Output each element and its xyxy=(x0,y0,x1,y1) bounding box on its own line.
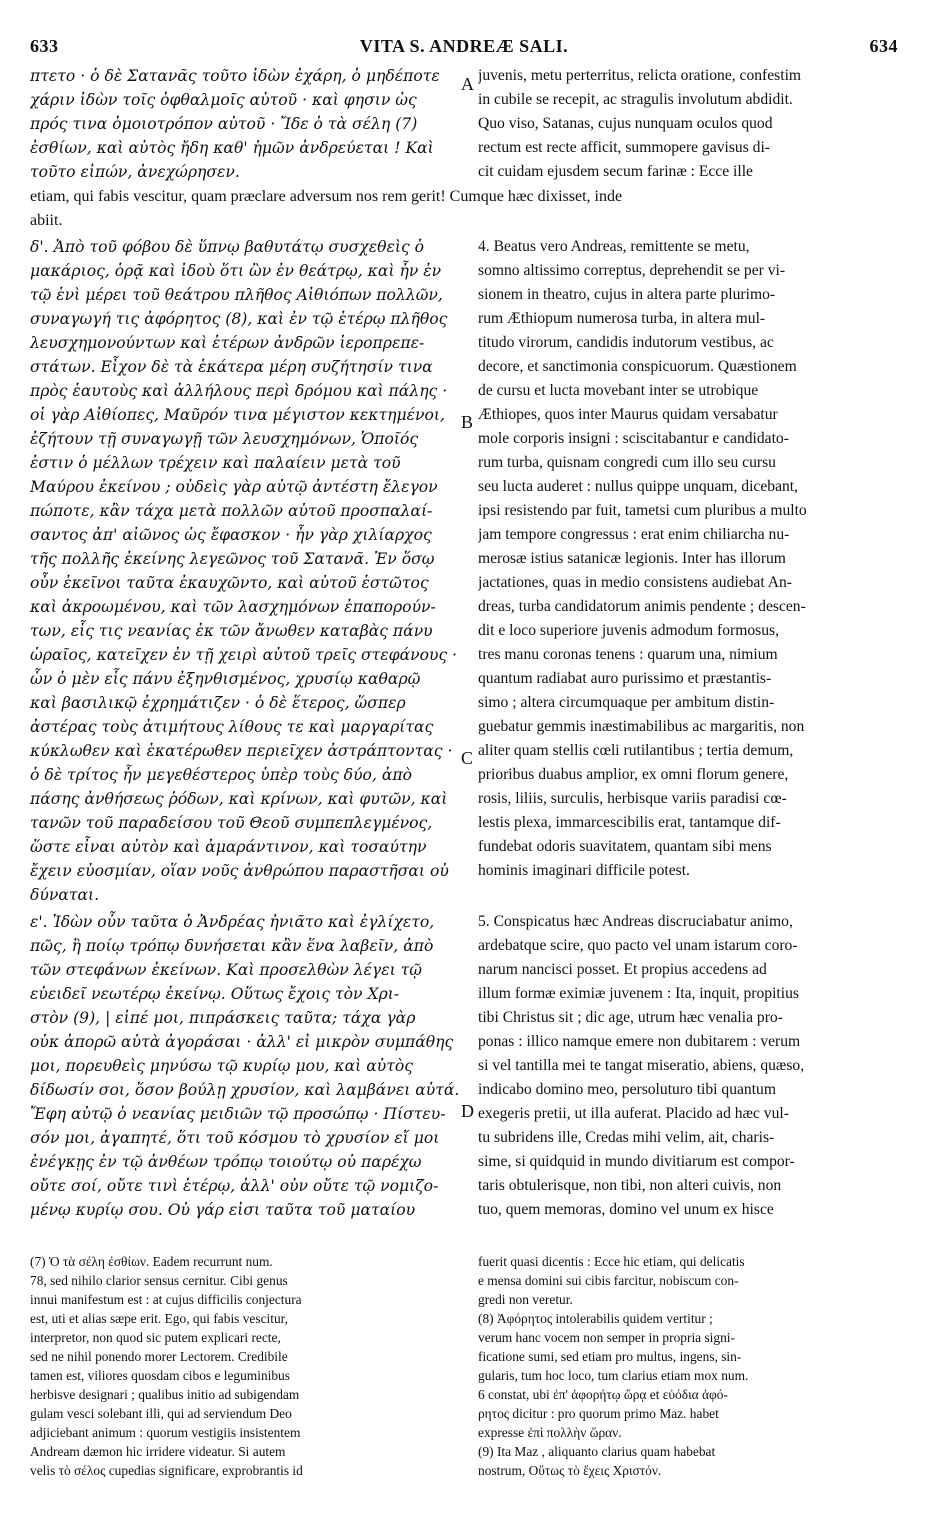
margin-marker-d: D xyxy=(461,1101,474,1121)
text-line: tu subridens ille, Credas mihi velim, ait, charis- xyxy=(478,1129,775,1146)
text-line: δύναται. xyxy=(30,886,100,904)
footnote-line: adjiciebant animum : quorum vestigiis insistentem xyxy=(30,1425,301,1440)
margin-marker-c: C xyxy=(461,748,474,768)
text-line: οὖν ἐκεῖνοι ταῦτα ἐκαυχῶντο, καὶ αὐτοῦ ἑστῶτος xyxy=(30,574,429,592)
text-line: οὔτε σοί, οὔτε τινὶ ἑτέρῳ, ἀλλ' οὐν οὔτε τῷ νομιζο- xyxy=(30,1177,439,1195)
footnote-line: ficatione sumi, sed etiam pro multus, ingens, sin- xyxy=(478,1349,742,1364)
text-line: illum formæ eximiæ juvenem : Ita, inquit, propitius xyxy=(478,985,799,1002)
text-line: ὡραῖος, κατεῖχεν ἐν τῇ χειρὶ αὐτοῦ τρεῖς στεφάνους · xyxy=(30,646,458,664)
text-line: 5. Conspicatus hæc Andreas discruciabatur animo, xyxy=(478,913,793,930)
text-line: τανῶν τοῦ παραδείσου τοῦ Θεοῦ συμπεπλεγμένος, xyxy=(30,814,433,832)
text-line: 4. Beatus vero Andreas, remittente se metu, xyxy=(478,238,750,255)
footnotes-right xyxy=(478,1252,898,1480)
text-line: χάριν ἰδὼν τοῖς ὀφθαλμοῖς αὐτοῦ · καὶ φησιν ὡς xyxy=(30,91,417,109)
text-line: rosis, liliis, surculis, herbisque variis paradisi cœ- xyxy=(478,790,787,807)
latin-full-width xyxy=(30,185,898,233)
text-line: seu lucta auderet : nullus quippe unquam, dicebant, xyxy=(478,478,799,495)
footnote-line: (8) Ἀφόρητος intolerabilis quidem vertitur ; xyxy=(478,1311,713,1326)
text-line: καὶ βασιλικῷ ἐχρημάτιζεν · ὁ δὲ ἕτερος, ὥσπερ xyxy=(30,694,406,712)
text-line: Μαύρου ἐκείνου ; οὐδεὶς γὰρ αὐτῷ ἀντέστη ἔλεγον xyxy=(30,478,438,496)
footnote-line: (9) Ita Maz , aliquanto clarius quam habebat xyxy=(478,1444,716,1459)
text-line: πρὸς ἑαυτοὺς καὶ ἀλλήλους περὶ δρόμου καὶ πάλης · xyxy=(30,382,448,400)
text-line: Ἔφη αὐτῷ ὁ νεανίας μειδιῶν τῷ προσώπῳ · Πίστευ- xyxy=(30,1105,446,1123)
text-line: aliter quam stellis cœli rutilantibus ; tertia demum, xyxy=(478,742,794,759)
text-line: somno altissimo correptus, deprehendit se per vi- xyxy=(478,262,786,279)
text-line: τῶν στεφάνων ἐκείνων. Καὶ προσελθὼν λέγει τῷ xyxy=(30,961,423,979)
latin-column-top xyxy=(478,64,898,184)
text-line: jam tempore congressus : erat enim chiliarcha nu- xyxy=(478,526,790,543)
text-line: καὶ ἀκροωμένου, καὶ τῶν λασχημόνων ἐπαπορούν- xyxy=(30,598,436,616)
text-line: mole corporis insigni : sciscitabantur e candidato- xyxy=(478,430,789,447)
text-line: πῶς, ἢ ποίῳ τρόπῳ δυνήσεται κἂν ἕνα λαβεῖν, ἀπὸ xyxy=(30,937,434,955)
text-line: rum turba, quisnam congredi cum illo seu cursu xyxy=(478,454,776,471)
text-line: abiit. xyxy=(30,212,63,229)
text-line: πάσης ἀνθήσεως ῥόδων, καὶ κρίνων, καὶ φυτῶν, καὶ xyxy=(30,790,448,808)
footnote-line: (7) Ὁ τὰ σέλη ἐσθίων. Eadem recurrunt num. xyxy=(30,1254,273,1269)
text-line: ἐσθίων, καὶ αὐτὸς ἤδη καθ' ἡμῶν ἀνδρεύεται ! Καὶ xyxy=(30,139,434,157)
text-line: indicabo domino meo, persoluturo tibi quantum xyxy=(478,1081,776,1098)
running-header xyxy=(30,36,898,60)
text-line: sime, si quidquid in mundo divitiarum est compor- xyxy=(478,1153,795,1170)
text-line: de cursu et lucta movebant inter se utrobique xyxy=(478,382,759,399)
text-line: πώποτε, κἂν τάχα μετὰ πολλῶν αὐτοῦ προσπαλαί- xyxy=(30,502,433,520)
footnote-line: interpretor, non quod sic putem explicari recte, xyxy=(30,1330,281,1345)
text-line: in cubile se recepit, ac stragulis involutum abdidit. xyxy=(478,91,793,108)
text-line: τοῦτο εἰπών, ἀνεχώρησεν. xyxy=(30,163,240,181)
text-line: μακάριος, ὁρᾷ καὶ ἰδοὺ ὅτι ὢν ἐν θεάτρῳ, καὶ ἦν ἐν xyxy=(30,262,442,280)
footnote-line: expresse ἐπὶ πολλὴν ὥραν. xyxy=(478,1425,622,1440)
text-line: Quo viso, Satanas, cujus nunquam oculos quod xyxy=(478,115,773,132)
text-line: δίδωσίν σοι, ὅσον βούλῃ χρυσίον, καὶ λαμβάνει αὐτά. xyxy=(30,1081,460,1099)
latin-column-mid xyxy=(478,235,898,883)
text-line: ὧν ὁ μὲν εἷς πάνυ ἐξηνθισμένος, χρυσίῳ καθαρῷ xyxy=(30,670,421,688)
text-line: σόν μοι, ἀγαπητέ, ὅτι τοῦ κόσμου τὸ χρυσίον εἴ μοι xyxy=(30,1129,440,1147)
text-line: jactationes, quas in medio consistens audiebat An- xyxy=(478,574,792,591)
text-line: οὐκ ἀπορῶ αὐτὰ ἀγοράσαι · ἀλλ' εἰ μικρὸν συμπάθης xyxy=(30,1033,454,1051)
text-line: ὁ δὲ τρίτος ἦν μεγεθέστερος ὑπὲρ τοὺς δύο, ἀπὸ xyxy=(30,766,413,784)
greek-column-low xyxy=(30,910,460,1222)
footnote-line: herbisve designari ; qualibus initio ad subigendam xyxy=(30,1387,300,1402)
footnote-line: Andream dæmon hic irridere videatur. Si autem xyxy=(30,1444,286,1459)
greek-column-mid xyxy=(30,235,460,907)
text-line: πρός τινα ὁμοιοτρόπον αὐτοῦ · Ἴδε ὁ τὰ σέλη (7) xyxy=(30,115,418,133)
text-line: fundebat odoris suavitatem, quantam sibi mens xyxy=(478,838,772,855)
text-line: decore, et sanctimonia conspicuorum. Quæstionem xyxy=(478,358,797,375)
text-line: narum nancisci posset. Et propius accedens ad xyxy=(478,961,767,978)
text-line: μοι, πορευθεὶς μηνύσω τῷ κυρίῳ μου, καὶ αὐτὸς xyxy=(30,1057,413,1075)
text-line: των, εἷς τις νεανίας ἐκ τῶν ἄνωθεν καταβὰς πάνυ xyxy=(30,622,433,640)
text-line: ipsi resistendo par fuit, tametsi cum pluribus a multo xyxy=(478,502,807,519)
text-line: ἀστέρας τοὺς ἀτιμήτους λίθους τε καὶ μαργαρίτας xyxy=(30,718,434,736)
text-line: etiam, qui fabis vescitur, quam præclare adversum nos rem gerit! Cumque hæc dixisset, inde xyxy=(30,188,623,205)
text-line: ponas : illico namque emere non dubitarem : verum xyxy=(478,1033,801,1050)
page-number-left: 633 xyxy=(30,36,59,56)
footnote-line: ρητος dicitur : pro quorum primo Maz. habet xyxy=(478,1406,719,1421)
text-line: ardebatque scire, quo pacto vel unam istarum coro- xyxy=(478,937,798,954)
text-line: τῆς πολλῆς ἐκείνης λεγεῶνος τοῦ Σατανᾶ. Ἐν ὅσῳ xyxy=(30,550,435,568)
text-line: Æthiopes, quos inter Maurus quidam versabatur xyxy=(478,406,778,423)
text-line: κύκλωθεν καὶ ἑκατέρωθεν περιεῖχεν ἀστράπτοντας · xyxy=(30,742,453,760)
page-number-right: 634 xyxy=(869,36,898,56)
text-line: σαντος ἀπ' αἰῶνος ὡς ἔφασκον · ἦν γὰρ χιλίαρχος xyxy=(30,526,432,544)
text-line: rectum est recte afficit, summopere gavisus di- xyxy=(478,139,770,156)
footnote-line: gulam vesci solebant illi, qui ad serviendum Deo xyxy=(30,1406,292,1421)
text-line: ἐστιν ὁ μέλλων τρέχειν καὶ παλαίειν μετὰ τοῦ xyxy=(30,454,401,472)
text-line: ἔχειν εὐοσμίαν, οἵαν νοῦς ἀνθρώπου παραστῆσαι οὐ xyxy=(30,862,449,880)
footnote-line: sed ne nihil ponendo morer Lectorem. Credibile xyxy=(30,1349,288,1364)
text-line: simo ; altera circumquaque per ambitum distin- xyxy=(478,694,775,711)
text-line: tuo, quem memoras, domino vel unum ex hisce xyxy=(478,1201,774,1218)
text-line: dit e loco superiore juvenis admodum formosus, xyxy=(478,622,779,639)
text-line: guebatur gemmis inæstimabilibus ac margaritis, non xyxy=(478,718,805,735)
text-line: titudo virorum, candidis indutorum vestibus, ac xyxy=(478,334,774,351)
footnotes-left xyxy=(30,1252,460,1480)
footnote-line: gredi non veretur. xyxy=(478,1292,573,1307)
text-line: si vel tantilla mei te tangat miseratio, abiens, quæso, xyxy=(478,1057,805,1074)
text-line: merosæ istius satanicæ legionis. Inter has illorum xyxy=(478,550,786,567)
text-line: tres manu coronas tenens : quarum una, nimium xyxy=(478,646,778,663)
text-line: λευσχημονούντων καὶ ἑτέρων ἀνδρῶν ἱεροπρεπε- xyxy=(30,334,425,352)
footnote-line: nostrum, Οὕτως τὸ ἔχεις Χριστόν. xyxy=(478,1463,662,1478)
margin-marker-a: A xyxy=(461,74,474,94)
text-line: tibi Christus sit ; dic age, utrum hæc venalia pro- xyxy=(478,1009,783,1026)
text-line: στὸν (9), | εἰπέ μοι, πιπράσκεις ταῦτα; τάχα γὰρ xyxy=(30,1009,416,1027)
running-title: VITA S. ANDREÆ SALI. xyxy=(359,36,569,56)
text-line: hominis imaginari difficile potest. xyxy=(478,862,690,879)
text-line: rum Æthiopum numerosa turba, in altera mul- xyxy=(478,310,766,327)
text-line: τῷ ἑνὶ μέρει τοῦ θεάτρου πλῆθος Αἰθιόπων πολλῶν, xyxy=(30,286,443,304)
text-line: dreas, turba candidatorum animis pendente ; descen- xyxy=(478,598,806,615)
footnote-line: 6 constat, ubi ἐπ' ἀφορήτῳ ὥρᾳ et εὐόδια ἀφό- xyxy=(478,1387,728,1402)
greek-column-top xyxy=(30,64,460,184)
footnote-line: fuerit quasi dicentis : Ecce hic etiam, qui delicatis xyxy=(478,1254,745,1269)
text-line: prioribus duabus amplior, ex omni florum genere, xyxy=(478,766,789,783)
text-line: συναγωγή τις ἀφόρητος (8), καὶ ἐν τῷ ἑτέρῳ πλῆθος xyxy=(30,310,448,328)
latin-column-low xyxy=(478,910,898,1222)
text-line: εὐειδεῖ νεωτέρῳ ἐκείνῳ. Οὕτως ἔχοις τὸν Χρι- xyxy=(30,985,400,1003)
text-line: πτετο · ὁ δὲ Σατανᾶς τοῦτο ἰδὼν ἐχάρη, ὁ μηδέποτε xyxy=(30,67,440,85)
text-line: lestis plexa, immarcescibilis erat, tantamque dif- xyxy=(478,814,781,831)
text-line: sionem in theatro, cujus in altera parte plurimo- xyxy=(478,286,776,303)
footnote-line: innui manifestum est : at cujus difficilis conjectura xyxy=(30,1292,302,1307)
footnote-line: tamen est, viliores quosdam cibos e leguminibus xyxy=(30,1368,290,1383)
text-line: ὥστε εἶναι αὐτὸν καὶ ἀμαράντινον, καὶ τοσαύτην xyxy=(30,838,427,856)
footnote-line: est, uti et alias sæpe erit. Ego, qui fabis vescitur, xyxy=(30,1311,288,1326)
footnote-line: e mensa domini sui cibis farcitur, nobiscum con- xyxy=(478,1273,739,1288)
text-line: taris obtulerisque, non tibi, non alteri cuivis, non xyxy=(478,1177,782,1194)
text-line: ἐζήτουν τῇ συναγωγῇ τῶν λευσχημόνων, Ὁποῖός xyxy=(30,430,419,448)
text-line: ἐνέγκῃς ἐν τῷ ἀνθέων τρόπῳ τοιούτῳ οὐ παρέχω xyxy=(30,1153,422,1171)
text-line: δ'. Ἀπὸ τοῦ φόβου δὲ ὕπνῳ βαθυτάτῳ συσχεθεὶς ὁ xyxy=(30,238,425,256)
margin-marker-b: B xyxy=(461,412,474,432)
footnote-line: velis τὸ σέλος cupedias significare, exprobrantis id xyxy=(30,1463,303,1478)
text-line: juvenis, metu perterritus, relicta oratione, confestim xyxy=(478,67,802,84)
text-line: οἱ γὰρ Αἰθίοπες, Μαῦρόν τινα μέγιστον κεκτημένοι, xyxy=(30,406,445,424)
text-line: quantum radiabat auro purissimo et præstantis- xyxy=(478,670,772,687)
footnote-line: 78, sed nihilo clarior sensus cernitur. Cibi genus xyxy=(30,1273,288,1288)
footnote-line: gularis, tum hoc loco, tum clarius etiam mox num. xyxy=(478,1368,749,1383)
text-line: cit cuidam ejusdem secum farinæ : Ecce ille xyxy=(478,163,753,180)
text-line: μένῳ κυρίῳ σου. Οὐ γάρ εἰσι ταῦτα τοῦ ματαίου xyxy=(30,1201,416,1219)
text-line: exegeris pretii, ut illa auferat. Placido ad hæc vul- xyxy=(478,1105,789,1122)
text-line: ε'. Ἰδὼν οὖν ταῦτα ὁ Ἀνδρέας ἠνιᾶτο καὶ ἐγλίχετο, xyxy=(30,913,435,931)
footnote-line: verum hanc vocem non semper in propria signi- xyxy=(478,1330,735,1345)
text-line: στάτων. Εἶχον δὲ τὰ ἑκάτερα μέρη συζήτησίν τινα xyxy=(30,358,433,376)
